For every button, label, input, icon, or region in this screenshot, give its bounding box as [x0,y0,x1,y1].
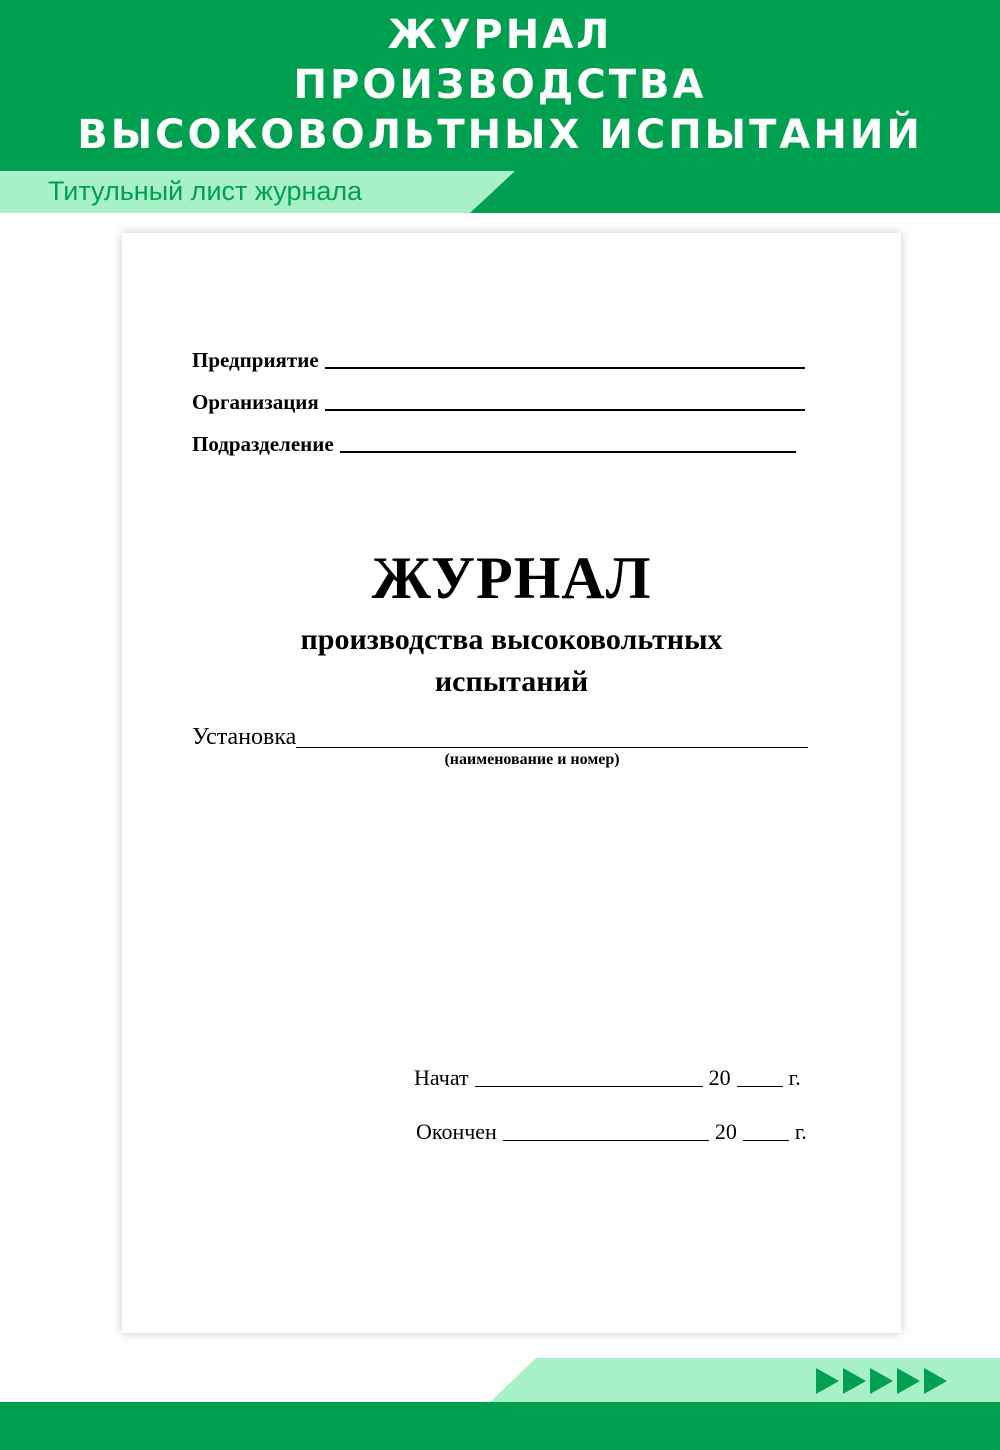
document-subtitle [122,619,901,703]
subtitle-text: Титульный лист журнала [48,176,363,206]
ended-row [416,1115,807,1145]
organization-field [192,385,805,415]
enterprise-line [325,367,805,369]
installation-field [192,721,808,751]
ended-label: Окончен [416,1119,497,1144]
started-year-prefix: 20 [708,1065,731,1090]
banner-title [0,10,1000,160]
installation-label: Установка [192,724,297,750]
footer-arrows [814,1366,949,1396]
started-row [414,1061,801,1091]
organization-label: Организация [192,390,319,414]
division-label: Подразделение [192,432,334,456]
play-arrow-icon [868,1366,895,1396]
ended-date-line [503,1140,709,1141]
started-year-suffix: г. [788,1065,801,1090]
title-page-sheet [122,233,901,1333]
division-field [192,427,796,457]
document-title: ЖУРНАЛ [371,545,652,611]
started-date-line [475,1086,703,1087]
document-subtitle-line-1: производства высоковольтных [300,623,723,656]
started-label: Начат [414,1065,469,1090]
installation-hint: (наименование и номер) [444,751,620,768]
enterprise-field [192,343,805,373]
document-subtitle-line-2: испытаний [434,665,589,698]
installation-line [296,747,808,748]
play-arrow-icon [814,1366,841,1396]
banner-title-line-2: ПРОИЗВОДСТВА [293,62,707,108]
play-arrow-icon [841,1366,868,1396]
organization-line [325,409,805,411]
ended-year-line [743,1140,789,1141]
ended-year-prefix: 20 [714,1119,737,1144]
division-line [340,451,796,453]
footer-bar [0,1402,1000,1450]
banner-title-line-1: ЖУРНАЛ [387,12,613,58]
banner-title-line-3: ВЫСОКОВОЛЬТНЫХ ИСПЫТАНИЙ [77,112,923,158]
started-year-line [737,1086,783,1087]
enterprise-label: Предприятие [192,348,319,372]
play-arrow-icon [895,1366,922,1396]
ended-year-suffix: г. [794,1119,807,1144]
play-arrow-icon [922,1366,949,1396]
